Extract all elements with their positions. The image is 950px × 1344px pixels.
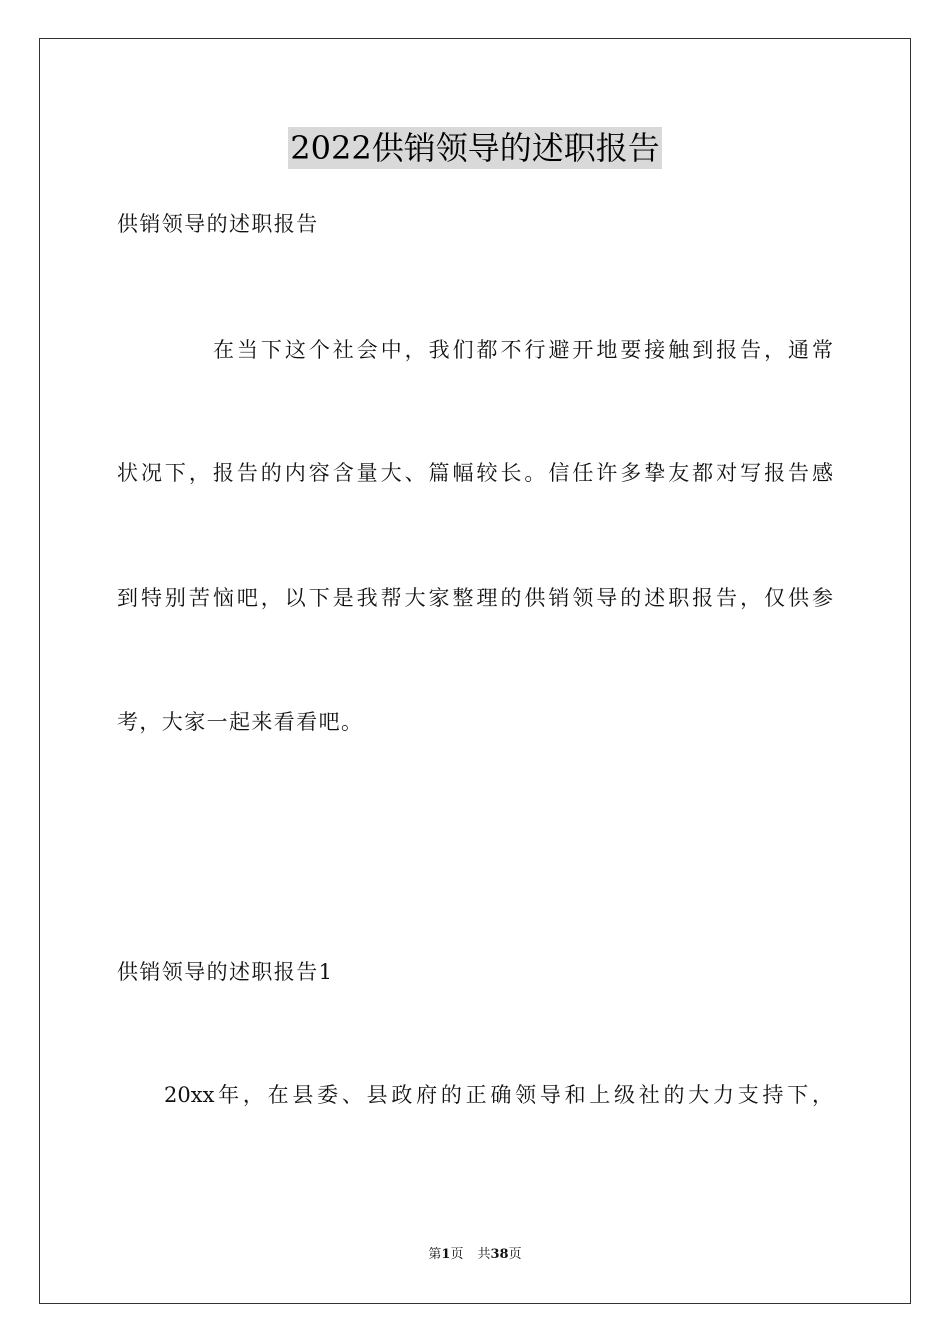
section-heading: 供销领导的述职报告1	[117, 960, 334, 984]
intro-paragraph-line-4: 考，大家一起来看看吧。	[117, 710, 364, 734]
page-suffix: 页	[450, 1247, 464, 1262]
document-title: 2022供销领导的述职报告	[290, 129, 660, 167]
intro-paragraph-line-1: 在当下这个社会中，我们都不行避开地要接触到报告，通常	[213, 338, 833, 362]
intro-paragraph-line-3: 到特别苦恼吧，以下是我帮大家整理的供销领导的述职报告，仅供参	[117, 586, 833, 610]
page-prefix: 第	[428, 1247, 442, 1262]
intro-paragraph-line-2: 状况下，报告的内容含量大、篇幅较长。信任许多挚友都对写报告感	[117, 461, 833, 485]
page-footer	[0, 1246, 950, 1264]
total-pages: 38	[490, 1247, 509, 1262]
total-prefix: 共	[477, 1247, 491, 1262]
section-paragraph-line-1: 20xx年，在县委、县政府的正确领导和上级社的大力支持下，	[164, 1083, 833, 1107]
title-container	[0, 127, 950, 169]
document-subtitle: 供销领导的述职报告	[117, 212, 319, 236]
total-suffix: 页	[508, 1247, 522, 1262]
page-number: 1	[441, 1247, 451, 1262]
